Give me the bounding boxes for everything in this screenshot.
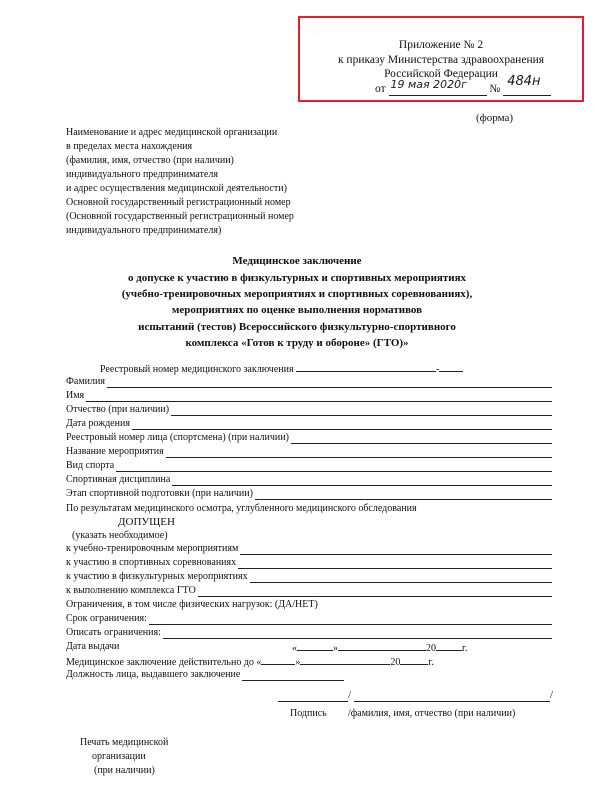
admission-row <box>66 557 552 569</box>
issue-date-label: Дата выдачи <box>66 641 120 652</box>
admission-label: к участию в физкультурных мероприятиях <box>66 571 248 582</box>
field-row <box>66 488 552 500</box>
org-line-7: (Основной государственный регистрационный номер <box>66 211 294 222</box>
annex-date-field <box>389 78 487 96</box>
valid-year-field[interactable] <box>400 655 428 665</box>
field-line[interactable] <box>116 462 552 472</box>
field-line[interactable] <box>86 392 552 402</box>
doc-title-4: мероприятиях по оценке выполнения нормативов <box>171 304 423 316</box>
field-label: Дата рождения <box>66 418 130 429</box>
annex-number-handwritten: 484н <box>507 74 541 89</box>
exam-text: По результатам медицинского осмотра, углубленного медицинского обследования <box>66 503 417 514</box>
admission-line[interactable] <box>198 587 552 597</box>
issue-month-field[interactable] <box>338 641 426 651</box>
name-line[interactable] <box>354 700 550 702</box>
registry-field-suffix[interactable] <box>439 362 463 372</box>
field-label: Отчество (при наличии) <box>66 404 170 415</box>
field-line[interactable] <box>107 378 552 388</box>
org-line-6: Основной государственный регистрационный номер <box>66 197 291 208</box>
stamp-line-1: Печать медицинской <box>80 737 169 748</box>
valid-until-open-quote: « <box>256 657 262 668</box>
restriction-term-row <box>66 613 552 625</box>
field-row <box>66 474 552 486</box>
issue-date-close-quote: » <box>333 643 338 654</box>
form-label: (форма) <box>476 112 514 124</box>
field-row <box>66 376 552 388</box>
field-row <box>66 404 552 416</box>
org-line-8: индивидуального предпринимателя) <box>66 225 222 236</box>
annex-country: Российской Федерации <box>384 68 498 80</box>
org-line-1: Наименование и адрес медицинской организации <box>66 127 278 138</box>
org-line-4: индивидуального предпринимателя <box>66 169 218 180</box>
valid-until-close-quote: » <box>295 657 301 668</box>
admission-label: к участию в спортивных соревнованиях <box>66 557 237 568</box>
registry-label: Реестровый номер медицинского заключения <box>100 364 294 375</box>
field-line[interactable] <box>172 476 552 486</box>
field-label: Спортивная дисциплина <box>66 474 171 485</box>
field-label: Реестровый номер лица (спортсмена) (при наличии) <box>66 432 289 443</box>
field-label: Фамилия <box>66 376 105 387</box>
doc-title-3: (учебно-тренировочных мероприятиях и спортивных соревнованиях), <box>121 288 473 300</box>
field-row <box>66 432 552 444</box>
doc-title-1: Медицинское заключение <box>232 255 362 267</box>
describe-restrictions-label: Описать ограничения: <box>66 627 161 638</box>
admitted-label: ДОПУЩЕН <box>118 516 175 528</box>
signature-caption: Подпись <box>290 708 327 719</box>
field-line[interactable] <box>171 406 552 416</box>
annex-number-sign: № <box>489 83 501 95</box>
field-label: Название мероприятия <box>66 446 164 457</box>
field-line[interactable] <box>166 448 552 458</box>
issue-date-row <box>66 641 119 653</box>
org-line-3: (фамилия, имя, отчество (при наличии) <box>66 155 234 166</box>
issue-date-open-quote: « <box>292 643 297 654</box>
signature-slash-1: / <box>348 689 352 701</box>
annex-number-field <box>503 74 551 96</box>
admission-label: к выполнению комплекса ГТО <box>66 585 196 596</box>
signature-slash-2: / <box>550 689 554 701</box>
describe-restrictions-line[interactable] <box>163 629 552 639</box>
restriction-term-line[interactable] <box>149 615 552 625</box>
field-line[interactable] <box>291 434 552 444</box>
issue-day-field[interactable] <box>297 641 333 651</box>
registry-row: Реестровый номер медицинского заключения - <box>100 362 463 376</box>
annex-date-prefix: от <box>375 83 386 95</box>
valid-day-field[interactable] <box>261 655 295 665</box>
admission-line[interactable] <box>250 573 552 583</box>
restriction-term-label: Срок ограничения: <box>66 613 147 624</box>
annex-box <box>298 16 584 102</box>
admission-line[interactable] <box>240 545 552 555</box>
describe-restrictions-row <box>66 627 552 639</box>
admission-row <box>66 585 552 597</box>
issue-year-prefix: 20 <box>426 643 436 654</box>
org-line-5: и адрес осуществления медицинской деятельности) <box>66 183 287 194</box>
doc-title-5: испытаний (тестов) Всероссийского физкультурно-спортивного <box>138 321 456 333</box>
valid-year-suffix: г. <box>428 657 434 668</box>
stamp-line-3: (при наличии) <box>94 765 155 776</box>
annex-title: Приложение № 2 <box>398 39 484 51</box>
field-label: Вид спорта <box>66 460 115 471</box>
position-line[interactable] <box>242 671 344 681</box>
valid-year-prefix: 20 <box>390 657 401 668</box>
stamp-line-2: организации <box>92 751 146 762</box>
signature-line[interactable] <box>278 700 348 702</box>
restrictions-label: Ограничения, в том числе физических нагрузок: (ДА/НЕТ) <box>66 599 318 610</box>
doc-title-2: о допуске к участию в физкультурных и спортивных мероприятиях <box>127 272 467 284</box>
issue-year-suffix: г. <box>462 643 468 654</box>
field-label: Имя <box>66 390 85 401</box>
valid-month-field[interactable] <box>300 655 390 665</box>
admission-row <box>66 571 552 583</box>
admission-row <box>66 543 552 555</box>
org-line-2: в пределах места нахождения <box>66 141 193 152</box>
field-row <box>66 446 552 458</box>
issue-year-field[interactable] <box>436 641 462 651</box>
position-row <box>66 669 344 681</box>
field-label: Этап спортивной подготовки (при наличии) <box>66 488 253 499</box>
annex-date-handwritten: 19 мая 2020г <box>390 78 467 91</box>
field-row <box>66 418 552 430</box>
valid-until-row <box>66 655 434 669</box>
doc-title-6: комплекса «Готов к труду и обороне» (ГТО)» <box>185 337 409 349</box>
annex-order: к приказу Министерства здравоохранения <box>337 54 545 66</box>
field-row <box>66 390 552 402</box>
position-label: Должность лица, выдавшего заключение <box>66 669 241 680</box>
name-caption: /фамилия, имя, отчество (при наличии) <box>348 708 516 719</box>
issue-date-field <box>292 641 467 655</box>
field-line[interactable] <box>255 490 552 500</box>
admission-label: к учебно-тренировочным мероприятиям <box>66 543 239 554</box>
registry-field[interactable] <box>296 362 436 372</box>
field-line[interactable] <box>132 420 552 430</box>
specify-note: (указать необходимое) <box>72 530 168 541</box>
valid-until-label: Медицинское заключение действительно до <box>66 657 254 668</box>
field-row <box>66 460 552 472</box>
admission-line[interactable] <box>238 559 552 569</box>
